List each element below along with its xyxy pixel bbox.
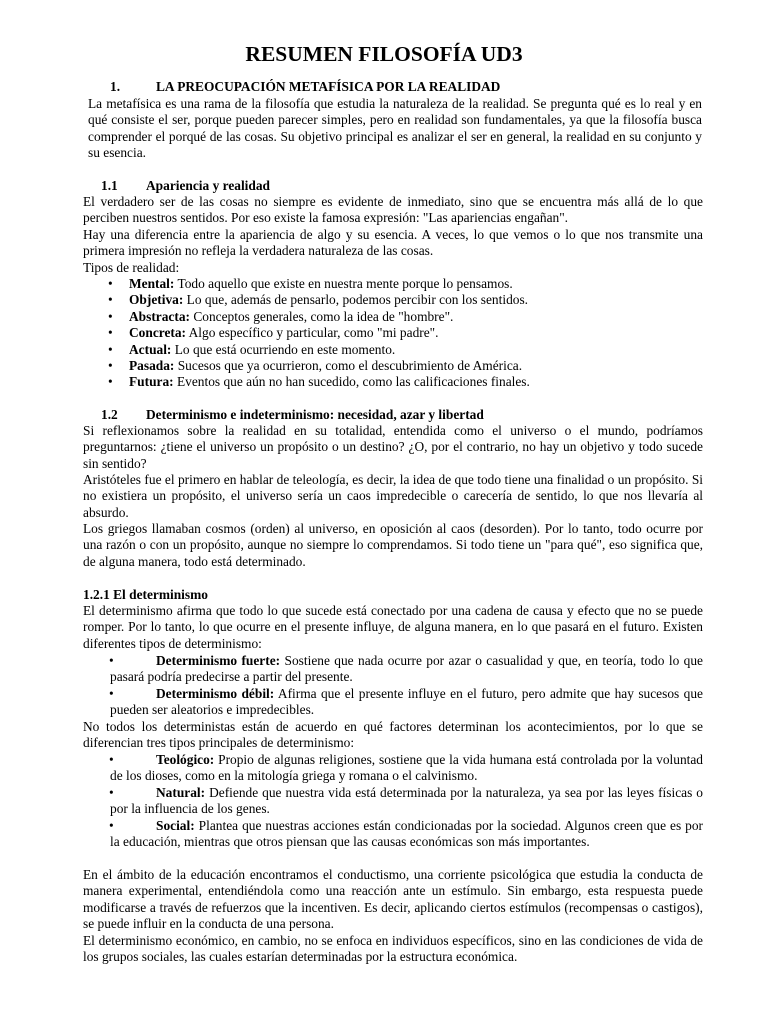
section-1-heading: [110, 79, 630, 96]
section-1-2-1-paragraph-1: El determinismo afirma que todo lo que sucede está conectado por una cadena de causa y efecto que no se puede romper. Por lo tanto, lo que ocurre en el presente influye, de alguna manera, en lo que pasará en el futuro. Existen diferentes tipos de determinismo:: [83, 603, 703, 651]
item-term: Abstracta:: [129, 308, 190, 324]
item-text: Eventos que aún no han sucedido, como las calificaciones finales.: [173, 374, 530, 390]
list-item: [83, 309, 703, 325]
section-1-1-paragraph-1: El verdadero ser de las cosas no siempre es evidente de inmediato, sino que se encuentra más allá de lo que perciben nuestros sentidos. Por eso existe la famosa expresión: "Las apariencias engañan".: [83, 194, 703, 226]
list-item: [83, 325, 703, 341]
item-term: Determinismo débil:: [156, 686, 275, 701]
bullet-icon: •: [108, 374, 113, 390]
document-title: RESUMEN FILOSOFÍA UD3: [245, 42, 523, 66]
bullet-icon: •: [109, 818, 114, 833]
section-title: LA PREOCUPACIÓN METAFÍSICA POR LA REALIDAD: [156, 79, 501, 94]
section-1-1-heading: [101, 178, 501, 195]
item-term: Social:: [156, 818, 195, 833]
item-term: Natural:: [156, 785, 206, 800]
bullet-icon: •: [109, 785, 114, 800]
section-1-paragraph: La metafísica es una rama de la filosofía que estudia la naturaleza de la realidad. Se pregunta qué es lo real y en qué consiste el ser, porque pueden parecer simples, pero en realidad son fundamentales, ya que la filosofía busca comprender el porqué de las cosas. Su objetivo principal es analizar el ser en general, la realidad en su conjunto y su esencia.: [88, 96, 702, 161]
item-term: Concreta:: [129, 325, 187, 341]
section-1-2-paragraph-3: Los griegos llamaban cosmos (orden) al universo, en oposición al caos (desorden). Por lo tanto, todo ocurre por una razón o con un propósito, aunque no siempre lo comprendamos. Si todo tiene un "para qué", eso significa que, de alguna manera, todo está determinado.: [83, 521, 703, 569]
section-1-2-1-paragraph-2: No todos los deterministas están de acuerdo en qué factores determinan los acontecimientos, por lo que se diferencian tres tipos principales de determinismo:: [83, 719, 703, 751]
item-text: Sostiene que nada ocurre por azar o casualidad y que, en teoría, todo lo que pasará podría predecirse a partir del presente.: [110, 653, 703, 685]
section-1-2-paragraph-2: Aristóteles fue el primero en hablar de teleología, es decir, la idea de que todo tiene una finalidad o un propósito. Si no existiera un propósito, el universo sería un caos impredecible o carecería de sentido, lo que nos llevaría al absurdo.: [83, 472, 703, 520]
section-title: Apariencia y realidad: [146, 178, 270, 193]
list-item: [110, 785, 703, 818]
item-term: Teológico:: [156, 752, 215, 767]
list-intro: Tipos de realidad:: [83, 260, 180, 275]
bullet-icon: •: [108, 325, 113, 341]
bullet-icon: •: [108, 341, 113, 357]
list-item: [83, 342, 703, 358]
bullet-icon: •: [109, 752, 114, 767]
item-text: Conceptos generales, como la idea de "hombre".: [189, 308, 454, 324]
item-term: Objetiva:: [129, 292, 184, 308]
bullet-icon: •: [108, 276, 113, 291]
reality-types-list: [83, 276, 703, 391]
list-item: [110, 818, 703, 851]
section-title: Determinismo e indeterminismo: necesidad, azar y libertad: [146, 407, 484, 422]
bullet-icon: •: [109, 686, 114, 701]
list-item: [83, 358, 703, 374]
item-term: Pasada:: [129, 358, 175, 374]
item-text: Lo que, además de pensarlo, podemos percibir con los sentidos.: [183, 292, 529, 308]
item-term: Actual:: [129, 341, 172, 357]
bullet-icon: •: [108, 292, 113, 308]
item-term: Futura:: [129, 374, 174, 390]
section-number: 1.2: [101, 407, 118, 422]
list-item: [110, 686, 703, 719]
item-text: Lo que está ocurriendo en este momento.: [171, 341, 396, 357]
section-1-2-paragraph-1: Si reflexionamos sobre la realidad en su totalidad, entendida como el universo o el mundo, podríamos preguntarnos: ¿tiene el universo un propósito o un destino? ¿O, por el contrario, no hay un objetivo y todo sucede sin sentido?: [83, 423, 703, 471]
item-text: Sucesos que ya ocurrieron, como el descubrimiento de América.: [174, 358, 523, 374]
section-1-2-1-paragraph-3: En el ámbito de la educación encontramos el conductismo, una corriente psicológica que estudia la conducta de manera experimental, entendiéndola como una reacción ante un estímulo. Sin embargo, esta respuesta puede modificarse a través de refuerzos que la incentiven. Es decir, aplicando ciertos estímulos (recompensas o castigos), se puede influir en la conducta de una persona.: [83, 867, 703, 932]
section-1-2-heading: [101, 407, 661, 424]
section-number: 1.1: [101, 178, 118, 193]
list-item: [110, 752, 703, 785]
section-1-2-1-heading: 1.2.1 El determinismo: [83, 587, 208, 602]
item-text: Todo aquello que existe en nuestra mente porque lo pensamos.: [174, 276, 513, 291]
list-item: [83, 276, 703, 292]
list-item: [83, 374, 703, 390]
item-term: Mental:: [129, 276, 175, 291]
bullet-icon: •: [109, 653, 114, 668]
item-text: Afirma que el presente influye en el futuro, pero admite que hay sucesos que pueden ser aleatorios e impredecibles.: [110, 686, 703, 718]
section-1-1-paragraph-2: Hay una diferencia entre la apariencia de algo y su esencia. A veces, lo que vemos o lo que nos transmite una primera impresión no refleja la verdadera naturaleza de las cosas.: [83, 227, 703, 259]
list-item: [83, 292, 703, 308]
bullet-icon: •: [108, 358, 113, 374]
section-number: 1.: [110, 79, 121, 94]
section-1-2-1-paragraph-4: El determinismo económico, en cambio, no se enfoca en individuos específicos, sino en las condiciones de vida de los grupos sociales, las cuales estarían determinadas por la estructura económica.: [83, 933, 703, 965]
list-item: [110, 653, 703, 686]
item-text: Propio de algunas religiones, sostiene que la vida humana está controlada por la voluntad de los dioses, como en la mitología griega y romana o el calvinismo.: [110, 752, 703, 784]
item-term: Determinismo fuerte:: [156, 653, 281, 668]
item-text: Plantea que nuestras acciones están condicionadas por la sociedad. Algunos creen que es por la educación, mientras que otros piensan que las causas económicas son más importantes.: [110, 818, 703, 850]
bullet-icon: •: [108, 308, 113, 324]
item-text: Defiende que nuestra vida está determinada por la naturaleza, ya sea por las leyes físicas o por la influencia de los genes.: [110, 785, 703, 817]
item-text: Algo específico y particular, como "mi padre".: [186, 325, 439, 341]
